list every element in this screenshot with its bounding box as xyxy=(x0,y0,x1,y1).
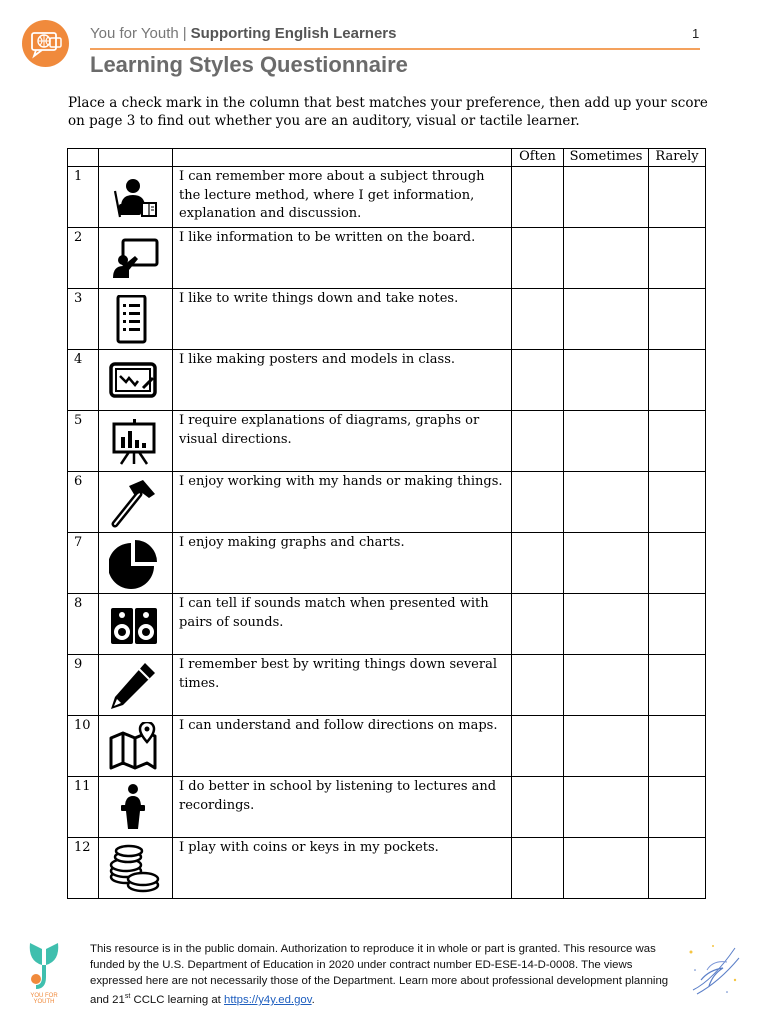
rarely-checkbox-cell[interactable] xyxy=(649,289,706,350)
question-icon-cell xyxy=(99,655,173,716)
often-checkbox-cell[interactable] xyxy=(512,838,564,899)
question-icon-cell xyxy=(99,838,173,899)
sometimes-checkbox-cell[interactable] xyxy=(564,228,649,289)
sometimes-checkbox-cell[interactable] xyxy=(564,716,649,777)
question-row-11 xyxy=(68,777,706,838)
question-row-6 xyxy=(68,472,706,533)
question-number: 5 xyxy=(68,411,99,472)
question-number: 7 xyxy=(68,533,99,594)
question-text: I require explanations of diagrams, graphs or visual directions. xyxy=(173,411,512,472)
column-header-sometimes: Sometimes xyxy=(564,149,649,167)
footer-disclaimer xyxy=(90,941,682,1008)
question-text: I like to write things down and take notes. xyxy=(173,289,512,350)
sometimes-checkbox-cell[interactable] xyxy=(564,838,649,899)
question-icon-cell xyxy=(99,716,173,777)
presentation-chart-icon xyxy=(109,417,161,467)
map-icon xyxy=(109,722,161,772)
brand-line xyxy=(90,25,396,42)
question-row-12 xyxy=(68,838,706,899)
often-checkbox-cell[interactable] xyxy=(512,533,564,594)
footer-superscript: st xyxy=(124,993,131,1000)
question-text: I can remember more about a subject through the lecture method, where I get information, explanation and discussion. xyxy=(173,167,512,228)
rarely-checkbox-cell[interactable] xyxy=(649,350,706,411)
question-number: 2 xyxy=(68,228,99,289)
often-checkbox-cell[interactable] xyxy=(512,594,564,655)
sometimes-checkbox-cell[interactable] xyxy=(564,289,649,350)
question-text: I can tell if sounds match when presented with pairs of sounds. xyxy=(173,594,512,655)
decorative-emblem xyxy=(683,940,745,1002)
often-checkbox-cell[interactable] xyxy=(512,777,564,838)
pencil-icon xyxy=(109,661,161,711)
often-checkbox-cell[interactable] xyxy=(512,289,564,350)
footer-logo-text: YOU FOR YOUTH xyxy=(30,993,58,1005)
often-checkbox-cell[interactable] xyxy=(512,716,564,777)
rarely-checkbox-cell[interactable] xyxy=(649,411,706,472)
teacher-lecture-icon xyxy=(109,173,161,223)
rarely-checkbox-cell[interactable] xyxy=(649,594,706,655)
rarely-checkbox-cell[interactable] xyxy=(649,838,706,899)
question-row-3 xyxy=(68,289,706,350)
question-row-8 xyxy=(68,594,706,655)
often-checkbox-cell[interactable] xyxy=(512,167,564,228)
whiteboard-icon xyxy=(109,234,161,284)
sometimes-checkbox-cell[interactable] xyxy=(564,777,649,838)
question-text: I like information to be written on the board. xyxy=(173,228,512,289)
coins-icon xyxy=(109,844,161,894)
question-text: I can understand and follow directions on maps. xyxy=(173,716,512,777)
y4y-logo xyxy=(22,20,69,67)
question-icon-cell xyxy=(99,411,173,472)
question-icon-cell xyxy=(99,289,173,350)
table-header-row xyxy=(68,149,706,167)
often-checkbox-cell[interactable] xyxy=(512,411,564,472)
header-num-cell xyxy=(68,149,99,167)
intro-instructions: Place a check mark in the column that best matches your preference, then add up your score on page 3 to find out whether you are an auditory, visual or tactile learner. xyxy=(68,95,708,129)
rarely-checkbox-cell[interactable] xyxy=(649,777,706,838)
question-text: I play with coins or keys in my pockets. xyxy=(173,838,512,899)
column-header-often: Often xyxy=(512,149,564,167)
footer-logo xyxy=(22,941,66,1003)
question-number: 3 xyxy=(68,289,99,350)
question-number: 9 xyxy=(68,655,99,716)
question-text: I enjoy making graphs and charts. xyxy=(173,533,512,594)
question-icon-cell xyxy=(99,350,173,411)
page-title: Learning Styles Questionnaire xyxy=(90,52,408,77)
question-number: 10 xyxy=(68,716,99,777)
question-number: 11 xyxy=(68,777,99,838)
sometimes-checkbox-cell[interactable] xyxy=(564,411,649,472)
footer-text-main: This resource is in the public domain. Authorization to reproduce it in whole or part is granted. This resource was funded by the U.S. Department of Education in 2020 under contract number ED-ESE-14-D-0008. The views expressed here are not necessarily those of the Department. Learn more about professional development planning and 21 xyxy=(90,943,669,1006)
page-number: 1 xyxy=(692,26,700,41)
rarely-checkbox-cell[interactable] xyxy=(649,472,706,533)
question-icon-cell xyxy=(99,228,173,289)
y4y-logo-icon xyxy=(22,941,66,993)
hammer-icon xyxy=(109,478,161,528)
often-checkbox-cell[interactable] xyxy=(512,472,564,533)
bird-swirl-icon xyxy=(683,940,745,1002)
question-row-7 xyxy=(68,533,706,594)
question-row-4 xyxy=(68,350,706,411)
questionnaire-table xyxy=(67,148,706,899)
question-row-5 xyxy=(68,411,706,472)
often-checkbox-cell[interactable] xyxy=(512,350,564,411)
sometimes-checkbox-cell[interactable] xyxy=(564,655,649,716)
sometimes-checkbox-cell[interactable] xyxy=(564,472,649,533)
question-number: 4 xyxy=(68,350,99,411)
question-text: I like making posters and models in class. xyxy=(173,350,512,411)
pie-chart-icon xyxy=(109,539,161,589)
question-number: 12 xyxy=(68,838,99,899)
question-icon-cell xyxy=(99,594,173,655)
rarely-checkbox-cell[interactable] xyxy=(649,533,706,594)
question-number: 6 xyxy=(68,472,99,533)
question-icon-cell xyxy=(99,533,173,594)
question-row-9 xyxy=(68,655,706,716)
poster-icon xyxy=(109,356,161,406)
question-row-2 xyxy=(68,228,706,289)
sometimes-checkbox-cell[interactable] xyxy=(564,533,649,594)
column-header-rarely: Rarely xyxy=(649,149,706,167)
question-number: 8 xyxy=(68,594,99,655)
speaker-podium-icon xyxy=(109,783,161,833)
header-divider xyxy=(90,48,700,50)
footer-end: . xyxy=(311,993,315,1006)
rarely-checkbox-cell[interactable] xyxy=(649,228,706,289)
rarely-checkbox-cell[interactable] xyxy=(649,655,706,716)
question-text: I remember best by writing things down several times. xyxy=(173,655,512,716)
question-text: I do better in school by listening to lectures and recordings. xyxy=(173,777,512,838)
question-number: 1 xyxy=(68,167,99,228)
sometimes-checkbox-cell[interactable] xyxy=(564,350,649,411)
notes-list-icon xyxy=(109,295,161,345)
question-icon-cell xyxy=(99,167,173,228)
footer-link[interactable]: https://y4y.ed.gov xyxy=(224,993,312,1006)
question-icon-cell xyxy=(99,777,173,838)
footer-text-cclc: CCLC learning at xyxy=(130,993,224,1006)
question-row-10 xyxy=(68,716,706,777)
question-text: I enjoy working with my hands or making things. xyxy=(173,472,512,533)
question-icon-cell xyxy=(99,472,173,533)
chat-globe-icon xyxy=(22,20,69,67)
header-text-cell xyxy=(173,149,512,167)
sometimes-checkbox-cell[interactable] xyxy=(564,594,649,655)
often-checkbox-cell[interactable] xyxy=(512,228,564,289)
often-checkbox-cell[interactable] xyxy=(512,655,564,716)
header-icon-cell xyxy=(99,149,173,167)
rarely-checkbox-cell[interactable] xyxy=(649,167,706,228)
sometimes-checkbox-cell[interactable] xyxy=(564,167,649,228)
brand-name: You for Youth xyxy=(90,25,179,42)
brand-subtitle: Supporting English Learners xyxy=(190,25,397,42)
brand-separator: | xyxy=(182,25,187,42)
speakers-icon xyxy=(109,600,161,650)
rarely-checkbox-cell[interactable] xyxy=(649,716,706,777)
question-row-1 xyxy=(68,167,706,228)
